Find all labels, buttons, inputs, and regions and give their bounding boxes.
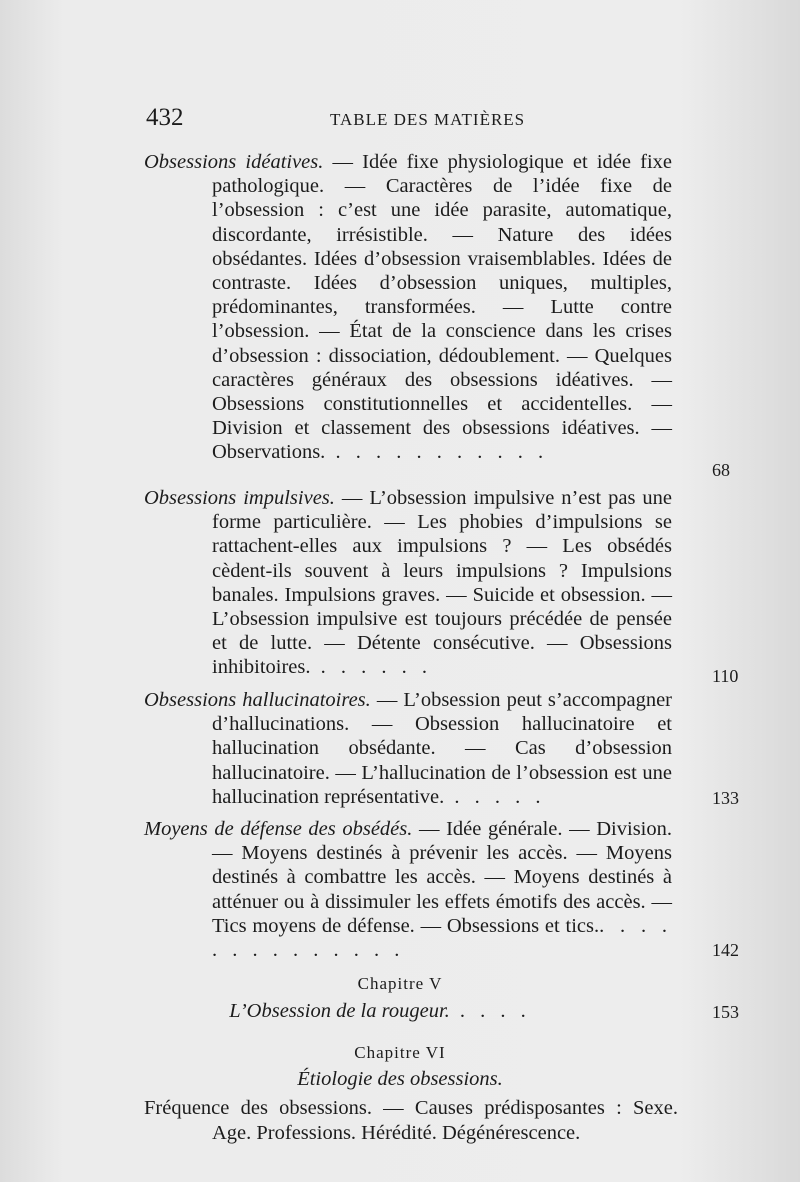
chapter-title <box>0 1000 760 1023</box>
dot-leaders: . . . . . . . . . . . <box>325 441 549 464</box>
entry-text: — Idée fixe physiologique et idée fixe pathologique. — Caractères de l’idée fixe de l’obsession : c’est une idée parasite, automatique, discordante, irrésistible. — Nature des idées obsédantes. Idées d’obsession vraisemblables. Idées de contraste. Idées d’obsession uniques, multiples, prédominantes, transformées. — Lutte contre l’obsession. — État de la conscience dans les crises d’obsession : dissociation, dédoublement. — Quelques caractères généraux des obsessions idéatives. — Obsessions constitutionnelles et accidentelles. — Division et classement des obsessions idéatives. — Observations. <box>212 151 672 464</box>
page-number: 432 <box>146 104 184 131</box>
toc-entry <box>144 150 672 465</box>
running-title: TABLE DES MATIÈRES <box>330 110 526 129</box>
toc-entry <box>144 1096 678 1146</box>
chapter-title: Étiologie des obsessions. <box>297 1068 503 1090</box>
entry-page-number: 153 <box>712 1002 739 1022</box>
chapter-heading: Chapitre V <box>357 974 443 993</box>
chapter-title-text: L’Obsession de la rougeur. <box>229 1000 450 1022</box>
dot-leaders: . . . . . . <box>310 656 433 679</box>
entry-page-number: 110 <box>712 666 739 686</box>
toc-entry <box>144 817 672 962</box>
entry-text: — L’obsession impulsive n’est pas une forme particulière. — Les phobies d’impulsions se rattachent-elles aux impulsions ? — Les obsédés cèdent-ils souvent à leurs impulsions ? Impulsions banales. Impulsions graves. — Suicide et obsession. — L’obsession impulsive est toujours précédée de pensée et de lutte. — Détente consécutive. — Obsessions inhibitoires. <box>212 487 673 679</box>
entry-title: Obsessions hallucinatoires. <box>144 689 371 711</box>
entry-title: Moyens de défense des obsédés. <box>144 818 413 840</box>
entry-text: — Idée générale. — Division. — Moyens destinés à prévenir les accès. — Moyens destinés à combattre les accès. — Moyens destinés à atténuer ou à dissimuler les effets émotifs des accès. — Tics moyens de défense. — Obsessions et tics. <box>212 818 672 937</box>
dot-leaders: . . . . <box>449 1000 531 1022</box>
entry-title: Obsessions impulsives. <box>144 487 335 509</box>
page-header <box>0 104 800 134</box>
entry-page-number: 68 <box>712 460 730 480</box>
entry-text: — L’obsession peut s’accompagner d’hallucinations. — Obsession hallucinatoire et hallucination obsédante. — Cas d’obsession hallucinatoire. — L’hallucination de l’obsession est une hallucination représentative. <box>212 689 672 808</box>
entry-text: Fréquence des obsessions. — Causes prédisposantes : Sexe. Age. Professions. Hérédité. Dégénérescence. <box>144 1097 678 1144</box>
toc-entry <box>144 688 672 809</box>
entry-page-number: 133 <box>712 788 739 808</box>
entry-page-number: 142 <box>712 940 739 960</box>
dot-leaders: . . . . . <box>444 785 546 808</box>
dot-leaders: . . . . . . . . . . . . . . <box>212 914 673 962</box>
entry-title: Obsessions idéatives. <box>144 151 324 173</box>
toc-entry <box>144 486 672 680</box>
chapter-heading: Chapitre VI <box>354 1043 446 1062</box>
